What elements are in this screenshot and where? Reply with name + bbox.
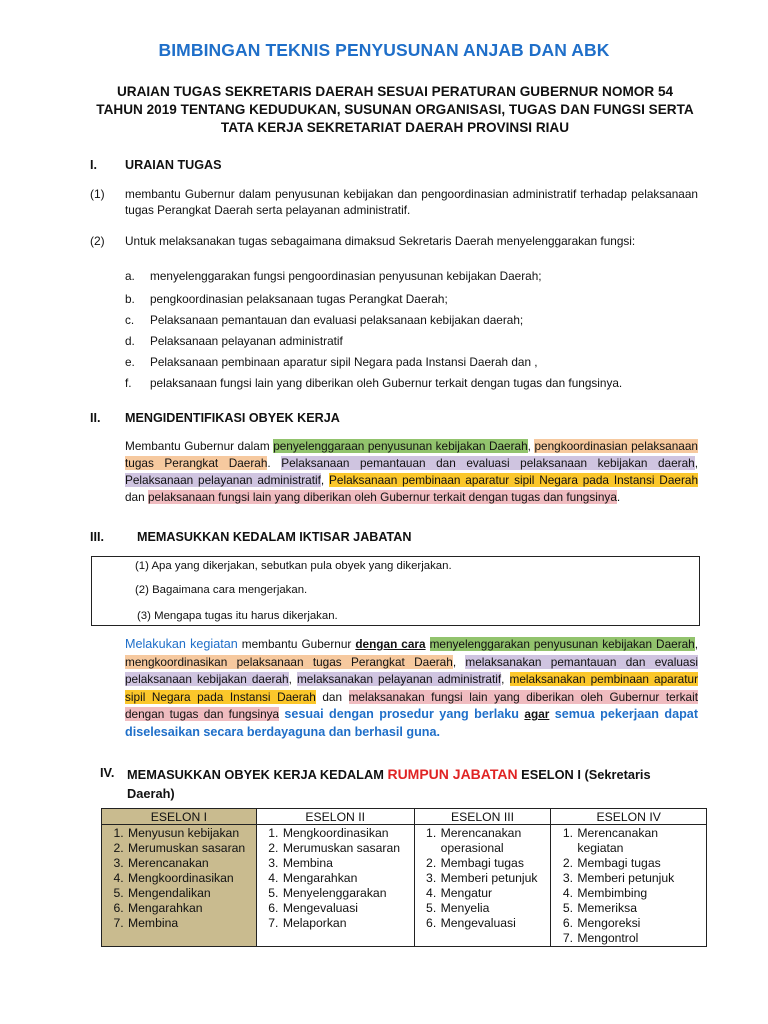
job-summary-paragraph: Melakukan kegiatan membantu Gubernur dengan cara menyelenggarakan penyusunan kebijakan Daerah, mengkoordinasikan pelaksanaan tugas Perangkat Daerah, melaksanakan pemantauan dan evaluasi pelaksanaan kebijakan daerah, melaksanakan pelayanan administratif, melaksanakan pembinaan aparatur sipil Negara pada Instansi Daerah dan melaksanakan fungsi lain yang diberikan oleh Gubernur terkait dengan tugas dan fungsinya sesuai dengan prosedur yang berlaku agar semua pekerjaan dapat diselesaikan secara berdayaguna dan berhasil guna. xyxy=(125,637,699,739)
item-1-number: (1) xyxy=(90,187,105,201)
summary-highlight-5: melaksanakan pembinaan aparatur sipil Negara pada Instansi Daerah xyxy=(125,672,698,704)
summary-tail-2: semua pekerjaan dapat diselesaikan secara berdayaguna dan berhasil guna. xyxy=(125,707,699,739)
eselon-1-cell xyxy=(102,825,257,947)
question-1: (1) Apa yang dikerjakan, sebutkan pula obyek yang dikerjakan. xyxy=(135,560,452,572)
summary-highlight-1: menyelenggarakan penyusunan kebijakan Daerah xyxy=(429,637,695,651)
job-summary-lead: Melakukan kegiatan xyxy=(125,637,238,651)
sub-letter-e: e. xyxy=(125,355,135,369)
question-2: (2) Bagaimana cara mengerjakan. xyxy=(135,584,308,596)
sub-text-d: Pelaksanaan pelayanan administratif xyxy=(150,334,343,348)
list-item: 5. Mengendalikan xyxy=(127,886,256,901)
section-4-number: IV. xyxy=(100,765,115,780)
sub-letter-c: c. xyxy=(125,313,135,327)
list-item: 2. Membagi tugas xyxy=(440,856,551,871)
section-2-number: II. xyxy=(90,411,101,425)
sub-text-f: pelaksanaan fungsi lain yang diberikan oleh Gubernur terkait dengan tugas dan fungsinya. xyxy=(150,376,623,390)
list-item: 6. Mengevaluasi xyxy=(282,901,414,916)
summary-highlight-3: melaksanakan pemantauan dan evaluasi pelaksanaan kebijakan daerah xyxy=(125,654,698,686)
list-item: 4. Mengarahkan xyxy=(282,871,414,886)
list-item: 5. Menyelia xyxy=(440,901,551,916)
section-2-heading: MENGIDENTIFIKASI OBYEK KERJA xyxy=(125,411,340,425)
item-2-text: Untuk melaksanakan tugas sebagaimana dimaksud Sekretaris Daerah menyelenggarakan fungsi: xyxy=(125,234,636,248)
sub-text-e: Pelaksanaan pembinaan aparatur sipil Negara pada Instansi Daerah dan , xyxy=(150,355,538,369)
list-item: 3. Membina xyxy=(282,856,414,871)
object-highlight-5: Pelaksanaan pembinaan aparatur sipil Negara pada Instansi Daerah xyxy=(329,473,699,487)
list-item: 7. Melaporkan xyxy=(282,916,414,931)
list-item: 4. Mengatur xyxy=(440,886,551,901)
list-item: 3. Memberi petunjuk xyxy=(440,871,551,886)
sub-text-b: pengkoordinasian pelaksanaan tugas Perangkat Daerah; xyxy=(150,292,448,306)
list-item: 4. Mengkoordinasikan xyxy=(127,871,256,886)
sub-text-c: Pelaksanaan pemantauan dan evaluasi pelaksanaan kebijakan daerah; xyxy=(150,313,524,327)
list-item: 3. Memberi petunjuk xyxy=(576,871,706,886)
period: . xyxy=(267,456,271,470)
list-item: 3. Merencanakan xyxy=(127,856,256,871)
rumpun-jabatan-text: RUMPUN JABATAN xyxy=(387,766,518,782)
header-eselon-4: ESELON IV xyxy=(551,809,707,825)
eselon-table xyxy=(101,808,707,947)
document-title: BIMBINGAN TEKNIS PENYUSUNAN ANJAB DAN ABK xyxy=(158,40,610,60)
sub-letter-a: a. xyxy=(125,269,135,283)
dengan-cara-text: dengan cara xyxy=(355,637,426,651)
sub-letter-b: b. xyxy=(125,292,135,306)
object-highlight-4: Pelaksanaan pelayanan administratif xyxy=(125,473,321,487)
list-item: 4. Membimbing xyxy=(576,886,706,901)
object-highlight-6: pelaksanaan fungsi lain yang diberikan oleh Gubernur terkait dengan tugas dan fungsinya xyxy=(147,490,617,504)
object-highlight-3: Pelaksanaan pemantauan dan evaluasi pelaksanaan kebijakan daerah xyxy=(281,456,695,470)
summary-highlight-2: mengkoordinasikan pelaksanaan tugas Perangkat Daerah xyxy=(125,654,453,669)
list-item: 2. Merumuskan sasaran xyxy=(127,841,256,856)
job-summary-text: membantu Gubernur xyxy=(237,637,356,651)
object-highlight-1: penyelenggaraan penyusunan kebijakan Daerah xyxy=(273,439,528,453)
sub-text-a: menyelenggarakan fungsi pengoordinasian penyusunan kebijakan Daerah; xyxy=(150,269,542,283)
item-2-number: (2) xyxy=(90,234,105,248)
summary-highlight-4: melaksanakan pelayanan administratif xyxy=(296,672,502,686)
list-item: 7. Membina xyxy=(127,916,256,931)
eselon-2-cell xyxy=(256,825,414,947)
section-4-pre: MEMASUKKAN OBYEK KERJA KEDALAM xyxy=(127,767,388,782)
conjunction-dan: dan xyxy=(315,689,349,704)
summary-highlight-6: melaksanakan fungsi lain yang diberikan oleh Gubernur terkait dengan tugas dan fungsinya xyxy=(125,689,698,721)
period: . xyxy=(616,490,621,504)
comma: , xyxy=(320,473,325,487)
list-item: 5. Menyelenggarakan xyxy=(282,886,414,901)
object-intro-text: Membantu Gubernur dalam xyxy=(125,439,274,453)
comma: , xyxy=(694,456,698,470)
agar-text: agar xyxy=(524,707,550,721)
item-1-text: membantu Gubernur dalam penyusunan kebijakan dan pengoordinasian administratif terhadap pelaksanaan tugas Perangkat Daerah serta pelayanan administratif. xyxy=(125,187,698,217)
section-1-heading: URAIAN TUGAS xyxy=(125,158,222,172)
list-item: 6. Mengevaluasi xyxy=(440,916,551,931)
section-4-heading xyxy=(127,765,699,803)
header-eselon-1: ESELON I xyxy=(102,809,257,825)
list-item: 2. Merumuskan sasaran xyxy=(282,841,414,856)
questions-box xyxy=(91,556,700,626)
object-paragraph xyxy=(125,438,698,506)
list-item: 6. Mengoreksi xyxy=(576,916,706,931)
header-eselon-2: ESELON II xyxy=(256,809,414,825)
table-header-row xyxy=(102,809,707,825)
list-item: 5. Memeriksa xyxy=(576,901,706,916)
list-item: 1. Merencanakan operasional xyxy=(440,826,551,856)
section-4-post: ESELON I (Sekretaris Daerah) xyxy=(127,767,651,801)
list-item: 2. Membagi tugas xyxy=(576,856,706,871)
sub-letter-f: f. xyxy=(125,376,132,390)
header-eselon-3: ESELON III xyxy=(414,809,551,825)
question-3: (3) Mengapa tugas itu harus dikerjakan. xyxy=(137,610,338,622)
summary-tail-1: sesuai dengan prosedur yang berlaku xyxy=(284,707,525,721)
list-item: 6. Mengarahkan xyxy=(127,901,256,916)
object-highlight-2: pengkoordinasian pelaksanaan tugas Perangkat Daerah xyxy=(125,439,698,470)
table-row xyxy=(102,825,707,947)
list-item: 1. Menyusun kebijakan xyxy=(127,826,256,841)
section-3-heading: MEMASUKKAN KEDALAM IKTISAR JABATAN xyxy=(137,530,412,544)
eselon-4-cell xyxy=(551,825,707,947)
list-item: 7. Mengontrol xyxy=(576,931,706,946)
conjunction-dan: dan xyxy=(125,490,148,504)
section-3-number: III. xyxy=(90,530,104,544)
list-item: 1. Mengkoordinasikan xyxy=(282,826,414,841)
eselon-3-cell xyxy=(414,825,551,947)
document-subtitle: URAIAN TUGAS SEKRETARIS DAERAH SESUAI PERATURAN GUBERNUR NOMOR 54 TAHUN 2019 TENTANG KEDUDUKAN, SUSUNAN ORGANISASI, TUGAS DAN FUNGSI SERTA TATA KERJA SEKRETARIAT DAERAH PROVINSI RIAU xyxy=(96,84,694,135)
section-1-number: I. xyxy=(90,158,97,172)
comma: , xyxy=(527,439,531,453)
sub-letter-d: d. xyxy=(125,334,135,348)
list-item: 1. Merencanakan kegiatan xyxy=(576,826,706,856)
